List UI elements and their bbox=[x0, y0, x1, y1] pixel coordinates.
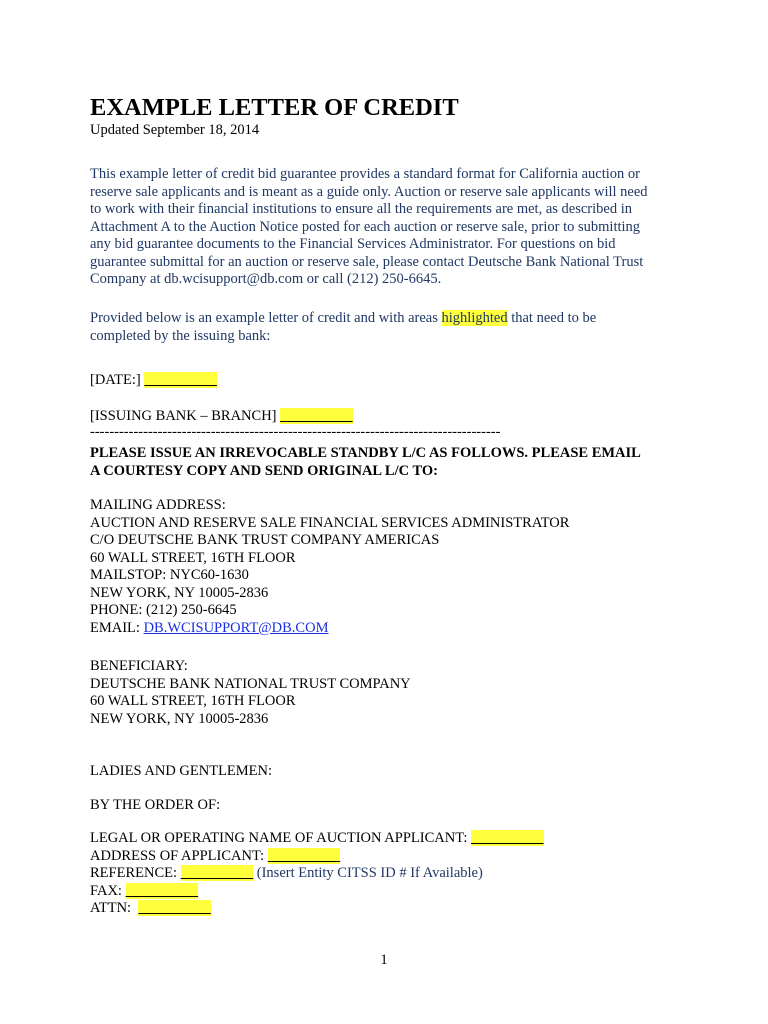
intro-line: reserve sale applicants and is meant as a guide only. Auction or reserve sale applicants will need bbox=[90, 183, 648, 200]
instruction-line: A COURTESY COPY AND SEND ORIGINAL L/C TO: bbox=[90, 462, 438, 479]
fax-label: FAX: bbox=[90, 882, 126, 899]
mailing-line: C/O DEUTSCHE BANK TRUST COMPANY AMERICAS bbox=[90, 532, 440, 548]
intro-line: This example letter of credit bid guarantee provides a standard format for California auction or bbox=[90, 166, 640, 182]
fax-line bbox=[90, 883, 690, 901]
reference-label: REFERENCE: bbox=[90, 865, 181, 881]
email-label: EMAIL: bbox=[90, 619, 144, 636]
applicant-name-line bbox=[90, 830, 690, 848]
reference-note: (Insert Entity CITSS ID # If Available) bbox=[253, 865, 483, 881]
title-block bbox=[90, 94, 690, 140]
email-line bbox=[90, 620, 690, 638]
reference-blank[interactable] bbox=[181, 865, 254, 881]
beneficiary-line: NEW YORK, NY 10005-2836 bbox=[90, 710, 269, 727]
date-line bbox=[90, 372, 690, 390]
provided-line bbox=[90, 310, 690, 328]
mailing-line: MAILSTOP: NYC60-1630 bbox=[90, 567, 249, 583]
document-title: EXAMPLE LETTER OF CREDIT bbox=[90, 94, 459, 121]
issuing-bank-field bbox=[90, 408, 690, 438]
reference-line bbox=[90, 865, 690, 883]
date-blank[interactable] bbox=[144, 372, 217, 388]
mailing-address-block bbox=[90, 497, 690, 637]
issuing-bank-blank[interactable] bbox=[280, 408, 353, 424]
applicant-block bbox=[90, 830, 690, 918]
beneficiary-block bbox=[90, 658, 690, 728]
applicant-address-line bbox=[90, 848, 690, 866]
issuing-bank-line bbox=[90, 408, 690, 426]
intro-line: to work with their financial institutions to ensure all the requirements are met, as described in bbox=[90, 201, 632, 217]
date-label: [DATE:] bbox=[90, 372, 141, 388]
applicant-address-blank[interactable] bbox=[268, 848, 341, 864]
date-field bbox=[90, 372, 690, 390]
mailing-heading: MAILING ADDRESS: bbox=[90, 497, 226, 513]
provided-text: Provided below is an example letter of credit and with areas bbox=[90, 310, 442, 326]
intro-line: Company at db.wcisupport@db.com or call (212) 250-6645. bbox=[90, 271, 442, 287]
by-order-block bbox=[90, 797, 690, 815]
updated-date: Updated September 18, 2014 bbox=[90, 122, 260, 138]
applicant-address-label: ADDRESS OF APPLICANT: bbox=[90, 847, 268, 864]
salutation-block bbox=[90, 763, 690, 781]
mailing-line: 60 WALL STREET, 16TH FLOOR bbox=[90, 549, 296, 566]
divider-line: ------------------------------------------------------------------------------------- bbox=[90, 423, 501, 440]
mailing-line: NEW YORK, NY 10005-2836 bbox=[90, 584, 269, 601]
salutation: LADIES AND GENTLEMEN: bbox=[90, 763, 273, 779]
fax-blank[interactable] bbox=[126, 883, 199, 899]
intro-line: guarantee submittal for an auction or reserve sale, please contact Deutsche Bank National Trust bbox=[90, 253, 644, 270]
applicant-name-blank[interactable] bbox=[471, 830, 544, 846]
provided-line: completed by the issuing bank: bbox=[90, 327, 271, 344]
mailing-line: AUCTION AND RESERVE SALE FINANCIAL SERVICES ADMINISTRATOR bbox=[90, 514, 570, 531]
page-number: 1 bbox=[380, 952, 388, 968]
beneficiary-heading: BENEFICIARY: bbox=[90, 658, 188, 674]
intro-line: any bid guarantee documents to the Financial Services Administrator. For questions on bid bbox=[90, 236, 616, 252]
beneficiary-line: 60 WALL STREET, 16TH FLOOR bbox=[90, 693, 296, 709]
instruction-line: PLEASE ISSUE AN IRREVOCABLE STANDBY L/C AS FOLLOWS. PLEASE EMAIL bbox=[90, 445, 641, 461]
by-order-of: BY THE ORDER OF: bbox=[90, 797, 221, 813]
mailing-line: PHONE: (212) 250-6645 bbox=[90, 602, 237, 618]
provided-text: that need to be bbox=[507, 310, 597, 326]
attn-label: ATTN: bbox=[90, 900, 139, 916]
attn-line bbox=[90, 900, 690, 918]
highlighted-word: highlighted bbox=[441, 310, 508, 326]
instruction-block bbox=[90, 445, 690, 480]
beneficiary-line: DEUTSCHE BANK NATIONAL TRUST COMPANY bbox=[90, 675, 411, 692]
intro-paragraph bbox=[90, 166, 690, 289]
issuing-bank-label: [ISSUING BANK – BRANCH] bbox=[90, 408, 277, 424]
applicant-name-label: LEGAL OR OPERATING NAME OF AUCTION APPLICANT: bbox=[90, 830, 471, 846]
intro-line: Attachment A to the Auction Notice posted for each auction or reserve sale, prior to submitting bbox=[90, 218, 641, 235]
email-link[interactable]: DB.WCISUPPORT@DB.COM bbox=[143, 619, 329, 636]
provided-paragraph bbox=[90, 310, 690, 345]
attn-blank[interactable] bbox=[138, 900, 211, 916]
